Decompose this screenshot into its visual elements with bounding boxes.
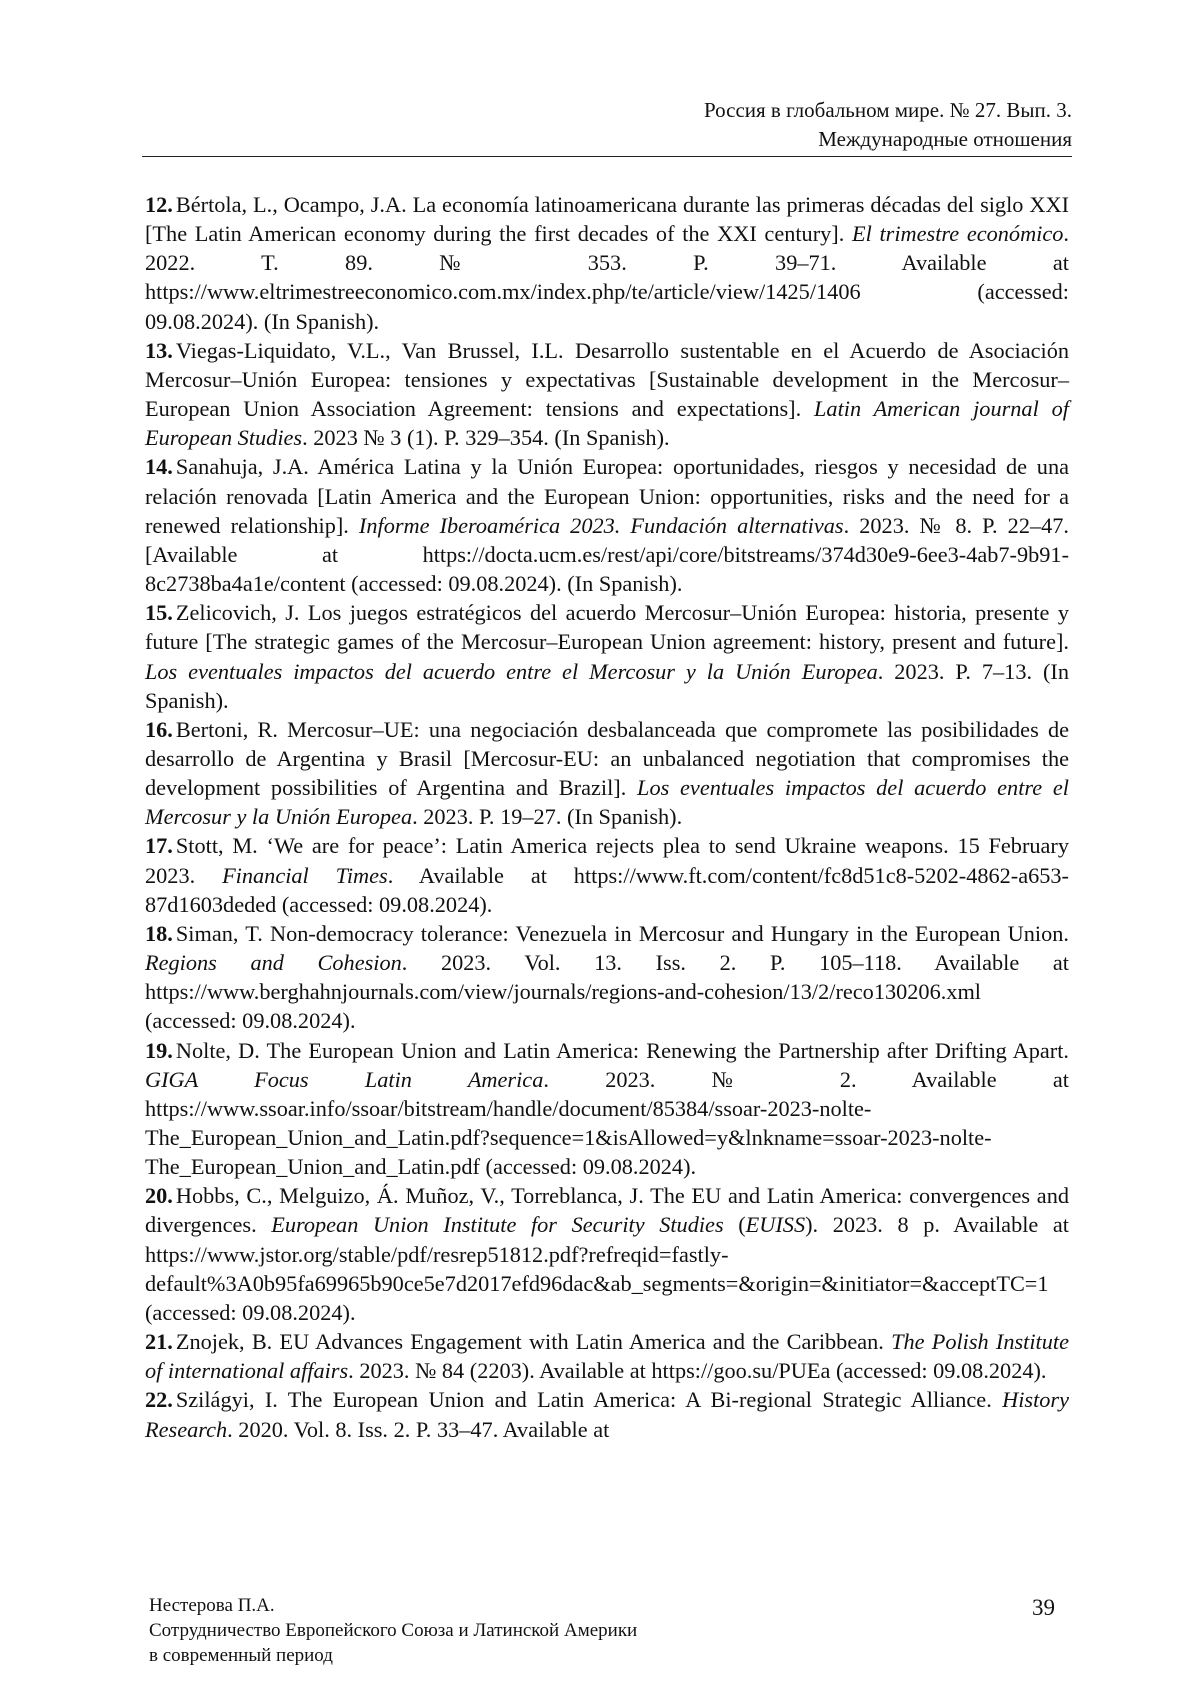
- reference-number: 20.: [145, 1183, 173, 1209]
- reference-number: 15.: [145, 600, 173, 626]
- reference-text: . 2023 № 3 (1). P. 329–354. (In Spanish).: [302, 425, 670, 451]
- reference-item: [145, 336, 1069, 453]
- reference-source-title: Latin American journal of European Studies: [145, 396, 1069, 451]
- reference-source-title: EUISS: [745, 1212, 806, 1238]
- reference-item: [145, 831, 1069, 918]
- reference-text: Sanahuja, J.A. América Latina y la Unión Europea: oportunidades, riesgos y necesidad de una relación renovada [Latin America and the European Union: opportunities, risks and the need for a renewed relationship].: [145, 454, 1069, 538]
- reference-item: [145, 919, 1069, 1036]
- reference-number: 16.: [145, 716, 173, 742]
- reference-text: . 2022. T. 89. № 353. P. 39–71. Available at https://www.eltrimestreeconomico.com.mx/index.php/te/article/view/1425/1406 (accessed: 09.08.2024). (In Spanish).: [145, 221, 1069, 334]
- footer-author: Нестерова П.А.: [149, 1595, 275, 1616]
- reference-text: ). 2023. 8 p. Available at https://www.jstor.org/stable/pdf/resrep51812.pdf?refreqid=fastly-default%3A0b95fa69965b90ce5e7d2017efd96dac&ab_segments=&origin=&initiator=&acceptTC=1 (accessed: 09.08.2024).: [145, 1212, 1069, 1325]
- reference-text: . 2020. Vol. 8. Iss. 2. P. 33–47. Available at: [227, 1416, 610, 1442]
- reference-text: . Available at https://www.ft.com/content/fc8d51c8-5202-4862-a653-87d1603deded (accessed: 09.08.2024).: [145, 862, 1069, 917]
- reference-text: Bértola, L., Ocampo, J.A. La economía latinoamericana durante las primeras décadas del siglo XXI [The Latin American economy during the first decades of the XXI century].: [145, 192, 1069, 247]
- reference-text: Bertoni, R. Mercosur–UE: una negociación desbalanceada que compromete las posibilidades de desarrollo de Argentina y Brasil [Mercosur-EU: an unbalanced negotiation that compromises the development possibilities of Argentina and Brazil].: [145, 716, 1069, 801]
- reference-source-title: European Union Institute for Security Studies: [271, 1212, 724, 1238]
- reference-item: [145, 715, 1069, 832]
- reference-source-title: Regions and Cohesion: [145, 950, 402, 976]
- reference-number: 14.: [145, 454, 173, 480]
- reference-number: 22.: [145, 1387, 173, 1413]
- header-rule: [142, 156, 1072, 157]
- reference-number: 12.: [145, 192, 173, 217]
- reference-item: [145, 1036, 1069, 1182]
- reference-text: Znojek, B. EU Advances Engagement with Latin America and the Caribbean.: [175, 1329, 892, 1355]
- reference-text: Zelicovich, J. Los juegos estratégicos del acuerdo Mercosur–Unión Europea: historia, presente y future [The strategic games of the Mercosur–European Union agreement: history, present and future].: [145, 600, 1069, 655]
- reference-text: . 2023. Vol. 13. Iss. 2. P. 105–118. Available at https://www.berghahnjournals.com/view/journals/regions-and-cohesion/13/2/reco130206.xml (accessed: 09.08.2024).: [145, 950, 1069, 1034]
- reference-number: 19.: [145, 1037, 173, 1063]
- reference-text: . 2023. P. 19–27. (In Spanish).: [412, 804, 683, 830]
- reference-source-title: Los eventuales impactos del acuerdo entre el Mercosur y la Unión Europea: [145, 775, 1069, 830]
- reference-number: 21.: [145, 1329, 173, 1355]
- reference-text: Viegas-Liquidato, V.L., Van Brussel, I.L. Desarrollo sustentable en el Acuerdo de Asociación Mercosur–Unión Europea: tensiones y expectativas [Sustainable development in the Mercosur–European Union Association Agreement: tensions and expectations].: [145, 337, 1069, 422]
- reference-text: Nolte, D. The European Union and Latin America: Renewing the Partnership after Drifting Apart.: [175, 1037, 1069, 1063]
- reference-text: Szilágyi, I. The European Union and Latin America: A Bi-regional Strategic Alliance.: [175, 1387, 1003, 1413]
- reference-source-title: Los eventuales impactos del acuerdo entre el Mercosur y la Unión Europea: [145, 658, 878, 684]
- reference-source-title: Financial Times: [222, 862, 388, 888]
- reference-text: Siman, T. Non-democracy tolerance: Venezuela in Mercosur and Hungary in the European Union.: [175, 920, 1069, 946]
- page-number: 39: [1032, 1595, 1055, 1620]
- reference-source-title: History Research: [145, 1387, 1069, 1442]
- journal-title: Россия в глобальном мире. № 27. Вып. 3.: [703, 98, 1072, 122]
- reference-item: [145, 1327, 1069, 1385]
- reference-text: . 2023. № 2. Available at https://www.ssoar.info/ssoar/bitstream/handle/document/85384/ssoar-2023-nolte-The_European_Union_and_Latin.pdf?sequence=1&isAllowed=y&lnkname=ssoar-2023-nolte-The_European_Union_and_Latin.pdf (accessed: 09.08.2024).: [145, 1066, 1069, 1180]
- reference-source-title: The Polish Institute of international affairs: [145, 1329, 1069, 1384]
- reference-number: 13.: [145, 337, 173, 363]
- reference-item: [145, 1385, 1069, 1443]
- reference-number: 18.: [145, 920, 173, 946]
- reference-text: Stott, M. ‘We are for peace’: Latin America rejects plea to send Ukraine weapons. 15 February 2023.: [145, 833, 1069, 888]
- reference-source-title: El trimestre económico: [851, 221, 1064, 247]
- reference-list: [145, 190, 1069, 1444]
- reference-text: Hobbs, C., Melguizo, Á. Muñoz, V., Torreblanca, J. The EU and Latin America: convergences and divergences.: [145, 1183, 1069, 1238]
- reference-item: [145, 190, 1069, 336]
- running-header: [142, 96, 1072, 154]
- reference-text: . 2023. P. 7–13. (In Spanish).: [145, 658, 1069, 713]
- reference-item: [145, 1181, 1069, 1327]
- journal-section: Международные отношения: [818, 127, 1072, 151]
- reference-text: . 2023. № 8. P. 22–47. [Available at https://docta.ucm.es/rest/api/core/bitstreams/374d30e9-6ee3-4ab7-9b91-8c2738ba4a1e/content (accessed: 09.08.2024). (In Spanish).: [145, 512, 1069, 597]
- reference-text: . 2023. № 84 (2203). Available at https://goo.su/PUEa (accessed: 09.08.2024).: [348, 1358, 1047, 1384]
- reference-number: 17.: [145, 833, 173, 859]
- reference-item: [145, 598, 1069, 715]
- reference-text: (: [723, 1212, 746, 1238]
- reference-source-title: GIGA Focus Latin America: [145, 1066, 544, 1092]
- footer-article-title-line2: в современный период: [149, 1645, 333, 1666]
- footer-article-title-line1: Сотрудничество Европейского Союза и Латинской Америки: [149, 1620, 638, 1641]
- reference-source-title: Informe Iberoamérica 2023. Fundación alternativas: [358, 512, 844, 538]
- running-footer: [149, 1593, 637, 1668]
- reference-item: [145, 452, 1069, 598]
